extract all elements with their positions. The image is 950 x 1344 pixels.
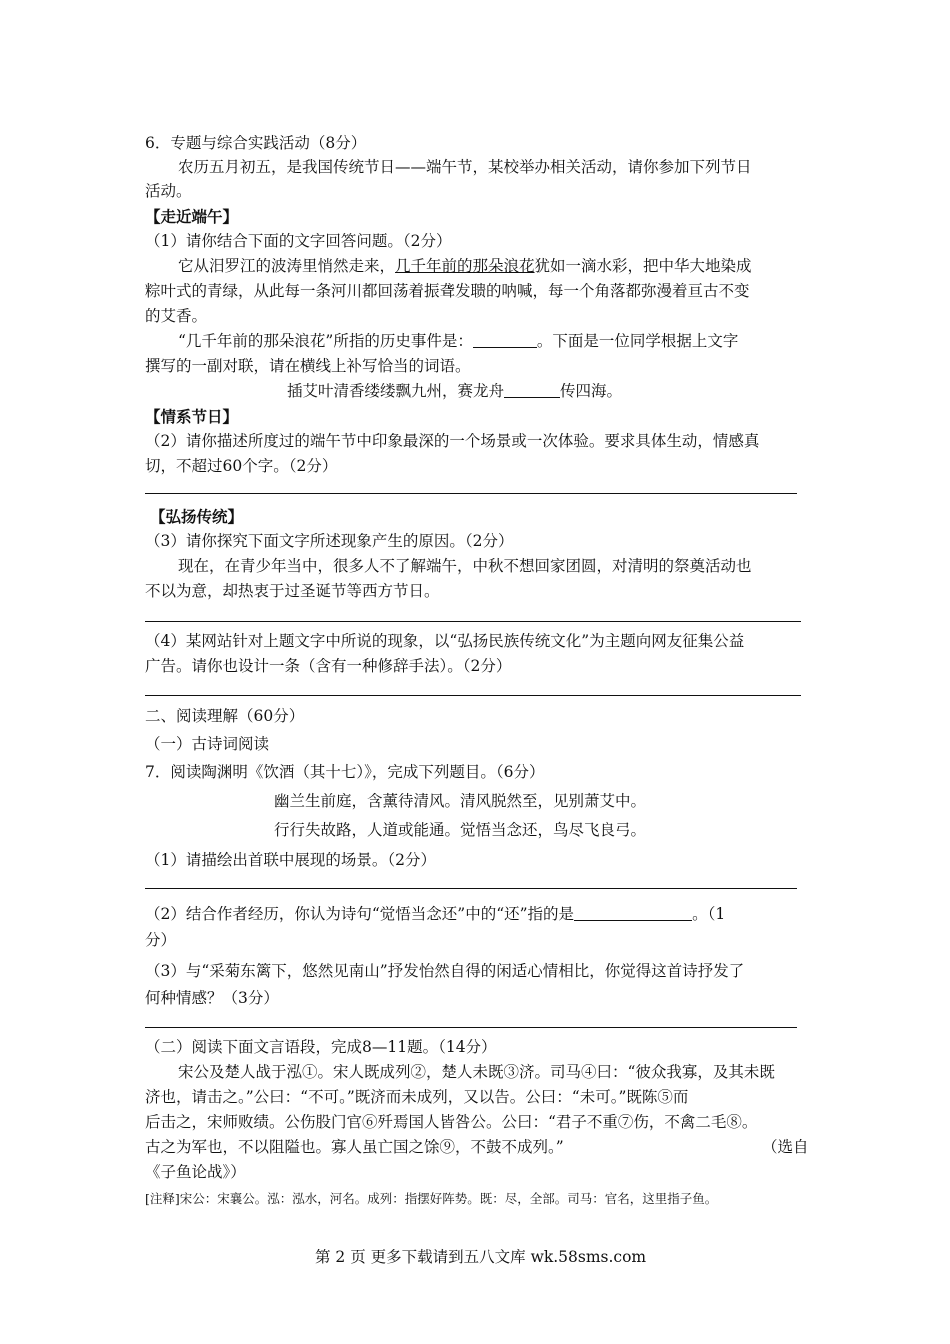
passage3-line2: 不以为意，却热衷于过圣诞节等西方节日。 <box>145 582 440 600</box>
passage3-line1: 现在，在青少年当中，很多人不了解端午，中秋不想回家团圆，对清明的祭奠活动也 <box>178 557 752 575</box>
couplet: 插艾叶清香缕缕飘九州，赛龙舟 传四海。 <box>287 382 623 400</box>
subsection-poetry: （一）古诗词阅读 <box>145 735 270 753</box>
q6-1-prompt: （1）请你结合下面的文字回答问题。（2分） <box>145 232 452 250</box>
passage1-line1: 它从汨罗江的波涛里悄然走来，几千年前的那朵浪花犹如一滴水彩，把中华大地染成 <box>178 257 752 275</box>
passage1-line2: 粽叶式的青绿，从此每一条河川都回荡着振聋发聩的呐喊，每一个角落都弥漫着亘古不变 <box>145 282 750 300</box>
classical-line1: 宋公及楚人战于泓①。宋人既成列②，楚人未既③济。司马④曰：“彼众我寡，及其未既 <box>178 1063 775 1081</box>
passage1-line3: 的艾香。 <box>145 307 208 325</box>
q7-title: 7．阅读陶渊明《饮酒（其十七）》，完成下列题目。（6分） <box>145 763 545 781</box>
classical-line3: 后击之，宋师败绩。公伤股门官⑥歼焉国人皆咎公。公曰：“君子不重⑦伤，不禽二毛⑧。 <box>145 1113 758 1131</box>
answer-line-q6-4[interactable] <box>145 695 801 696</box>
q6-4-prompt-line2: 广告。请你也设计一条（含有一种修辞手法）。（2分） <box>145 657 512 675</box>
answer-blank-couplet[interactable] <box>504 383 560 398</box>
q6-4-prompt-line1: （4）某网站针对上题文字中所说的现象，以“弘扬民族传统文化”为主题向网友征集公益 <box>145 632 745 650</box>
classical-line2: 济也，请击之。”公曰：“不可。”既济而未成列，又以告。公曰：“未可。”既陈⑤而 <box>145 1088 689 1106</box>
q6-intro-line1: 农历五月初五，是我国传统节日——端午节，某校举办相关活动，请你参加下列节日 <box>178 158 752 176</box>
answer-line-q7-3[interactable] <box>145 1027 797 1028</box>
poem-line1: 幽兰生前庭，含薰待清风。清风脱然至，见别萧艾中。 <box>274 792 647 810</box>
q6-3-prompt: （3）请你探究下面文字所述现象产生的原因。（2分） <box>145 532 514 550</box>
answer-line-q6-3[interactable] <box>145 621 801 622</box>
q6-1-question-line1: “几千年前的那朵浪花”所指的历史事件是： 。下面是一位同学根据上文字 <box>178 332 739 350</box>
q7-3-prompt-line2: 何种情感？（3分） <box>145 989 279 1007</box>
q7-3-prompt-line1: （3）与“采菊东篱下，悠然见南山”抒发怡然自得的闲适心情相比，你觉得这首诗抒发了 <box>145 962 745 980</box>
q7-2-prompt-line1: （2）结合作者经历，你认为诗句“觉悟当念还”中的“还”指的是 。（1 <box>145 905 726 923</box>
q6-2-prompt-line2: 切，不超过60个字。（2分） <box>145 457 338 475</box>
subsection-classical: （二）阅读下面文言语段，完成8—11题。（14分） <box>145 1038 497 1056</box>
section-heading-approach: 【走近端午】 <box>145 207 239 226</box>
answer-blank-event[interactable] <box>473 333 537 348</box>
section-heading-heritage: 【弘扬传统】 <box>150 507 244 526</box>
poem-line2: 行行失故路，人道或能通。觉悟当念还，鸟尽飞良弓。 <box>274 821 647 839</box>
part2-title: 二、阅读理解（60分） <box>145 707 305 725</box>
answer-line-q6-2[interactable] <box>145 493 797 494</box>
answer-line-q7-1[interactable] <box>145 888 797 889</box>
classical-source-a: （选自 <box>762 1138 809 1156</box>
underlined-phrase: 几千年前的那朵浪花 <box>395 257 535 275</box>
q6-2-prompt-line1: （2）请你描述所度过的端午节中印象最深的一个场景或一次体验。要求具体生动，情感真 <box>145 432 760 450</box>
section-heading-feelings: 【情系节日】 <box>145 407 239 426</box>
q7-1-prompt: （1）请描绘出首联中展现的场景。（2分） <box>145 851 436 869</box>
classical-line4: 古之为军也，不以阻隘也。寡人虽亡国之馀⑨，不鼓不成列。” <box>145 1138 564 1156</box>
q6-1-question-line2: 撰写的一副对联，请在横线上补写恰当的词语。 <box>145 357 471 375</box>
q7-2-prompt-line2: 分） <box>145 931 177 949</box>
page-footer: 第 2 页 更多下载请到五八文库 wk.58sms.com <box>315 1248 647 1266</box>
annotation-note: [注释]宋公：宋襄公。泓：泓水，河名。成列：指摆好阵势。既：尽，全部。司马：官名，这里指子鱼。 <box>145 1191 718 1206</box>
q6-intro-line2: 活动。 <box>145 182 192 200</box>
answer-blank-q7-2[interactable] <box>574 906 692 921</box>
q6-title: 6．专题与综合实践活动（8分） <box>145 134 367 152</box>
classical-source-b: 《子鱼论战》） <box>145 1163 246 1181</box>
